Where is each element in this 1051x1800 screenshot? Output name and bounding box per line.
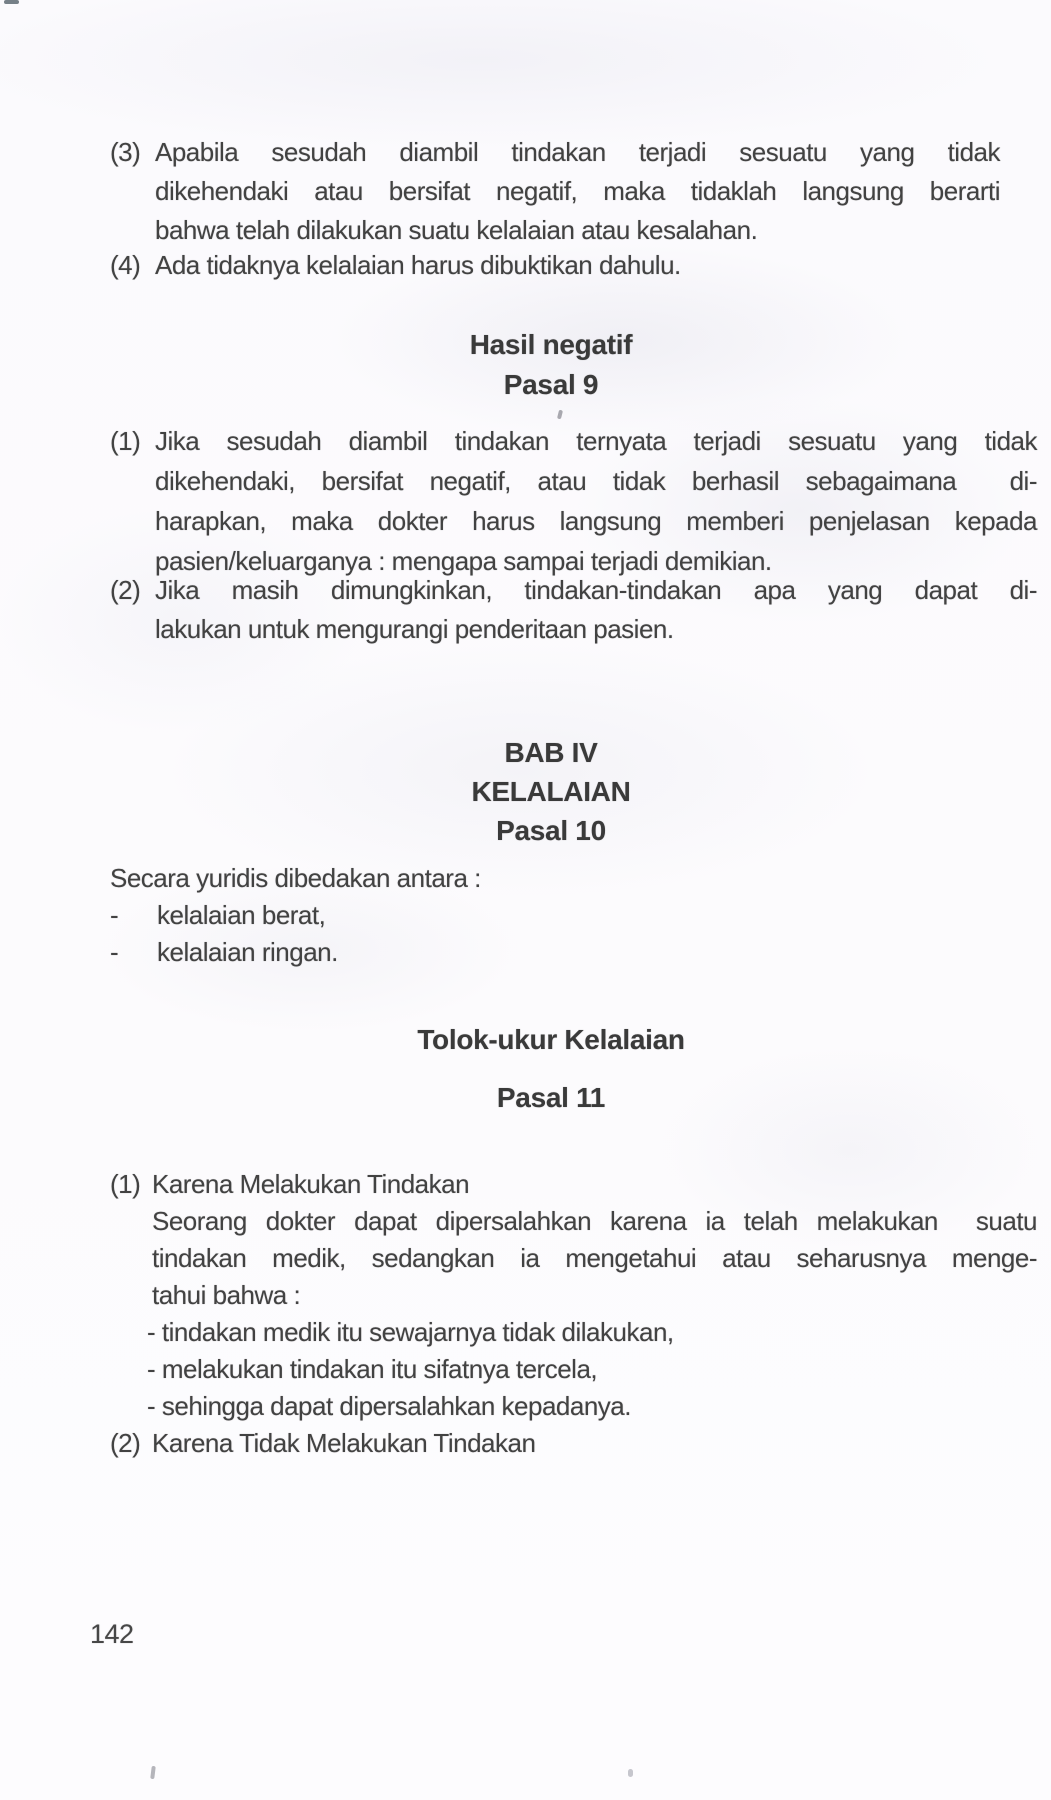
paragraph-line: tindakan medik, sedangkan ia mengetahui atau seharusnya menge- — [152, 1243, 1037, 1273]
page-number: 142 — [90, 1619, 134, 1649]
scan-artifact — [150, 1766, 156, 1779]
pasal10-intro-line: Secara yuridis dibedakan antara : — [110, 863, 481, 893]
clause-marker: (1) — [110, 426, 141, 456]
paragraph-line: dikehendaki atau bersifat negatif, maka tidaklah langsung berarti — [155, 176, 1000, 206]
pasal10-dash-list — [110, 897, 955, 971]
chapter-number: BAB IV — [504, 737, 598, 768]
clause-item-3 — [110, 133, 1000, 250]
clause-marker: (2) — [110, 1428, 141, 1458]
section-title: Tolok-ukur Kelalaian — [417, 1024, 685, 1055]
clause-item-2 — [110, 1425, 1037, 1462]
section-subtitle: Pasal 11 — [496, 1082, 606, 1113]
paragraph-line: Karena Tidak Melakukan Tindakan — [152, 1428, 536, 1458]
chapter-heading-bab-iv — [110, 733, 992, 850]
dash-bullet: - — [110, 937, 119, 967]
section-title: Hasil negatif — [469, 329, 633, 360]
section-heading-hasil-negatif — [110, 325, 992, 405]
chapter-title: KELALAIAN — [471, 776, 631, 807]
list-item — [110, 897, 955, 934]
paragraph-line: lakukan untuk mengurangi penderitaan pasien. — [155, 614, 674, 644]
clause-item-1 — [110, 1166, 1037, 1425]
paragraph-line: harapkan, maka dokter harus langsung memberi penjelasan kepada — [155, 506, 1037, 536]
paragraph-line: Seorang dokter dapat dipersalahkan karena ia telah melakukan suatu — [152, 1206, 1037, 1236]
scan-artifact — [557, 410, 563, 420]
list-item — [110, 934, 955, 971]
clause-marker: (1) — [110, 1169, 141, 1199]
paragraph-line: Jika sesudah diambil tindakan ternyata terjadi sesuatu yang tidak — [155, 426, 1037, 456]
clause-marker: (4) — [110, 250, 141, 280]
sub-list-item: - tindakan medik itu sewajarnya tidak dilakukan, — [147, 1317, 674, 1347]
clause-marker: (2) — [110, 575, 141, 605]
clause-item-1 — [110, 421, 1037, 581]
paragraph-line: Jika masih dimungkinkan, tindakan-tindakan apa yang dapat di- — [155, 575, 1037, 605]
clause-title: Karena Melakukan Tindakan — [152, 1169, 470, 1199]
list-item-text: kelalaian berat, — [157, 900, 326, 930]
paragraph-line: pasien/keluarganya : mengapa sampai terjadi demikian. — [155, 546, 772, 576]
section-heading-tolok-ukur — [110, 1020, 992, 1059]
dash-bullet: - — [110, 900, 119, 930]
chapter-pasal: Pasal 10 — [496, 815, 606, 846]
paragraph-line: tahui bahwa : — [152, 1280, 301, 1310]
clause-item-4 — [110, 246, 1000, 285]
paragraph-line: dikehendaki, bersifat negatif, atau tidak berhasil sebagaimana di- — [155, 466, 1037, 496]
section-heading-pasal-11 — [110, 1078, 992, 1117]
paragraph-line: bahwa telah dilakukan suatu kelalaian atau kesalahan. — [155, 215, 758, 245]
paragraph-line: Apabila sesudah diambil tindakan terjadi sesuatu yang tidak — [155, 137, 1000, 167]
scan-artifact — [628, 1769, 633, 1777]
section-subtitle: Pasal 9 — [503, 369, 599, 400]
clause-item-2 — [110, 571, 1037, 649]
sub-list-item: - sehingga dapat dipersalahkan kepadanya. — [147, 1391, 631, 1421]
scan-artifact — [4, 0, 19, 4]
sub-list-item: - melakukan tindakan itu sifatnya tercela, — [147, 1354, 598, 1384]
clause-marker: (3) — [110, 137, 141, 167]
list-item-text: kelalaian ringan. — [157, 937, 338, 967]
paragraph-line: Ada tidaknya kelalaian harus dibuktikan dahulu. — [155, 250, 681, 280]
